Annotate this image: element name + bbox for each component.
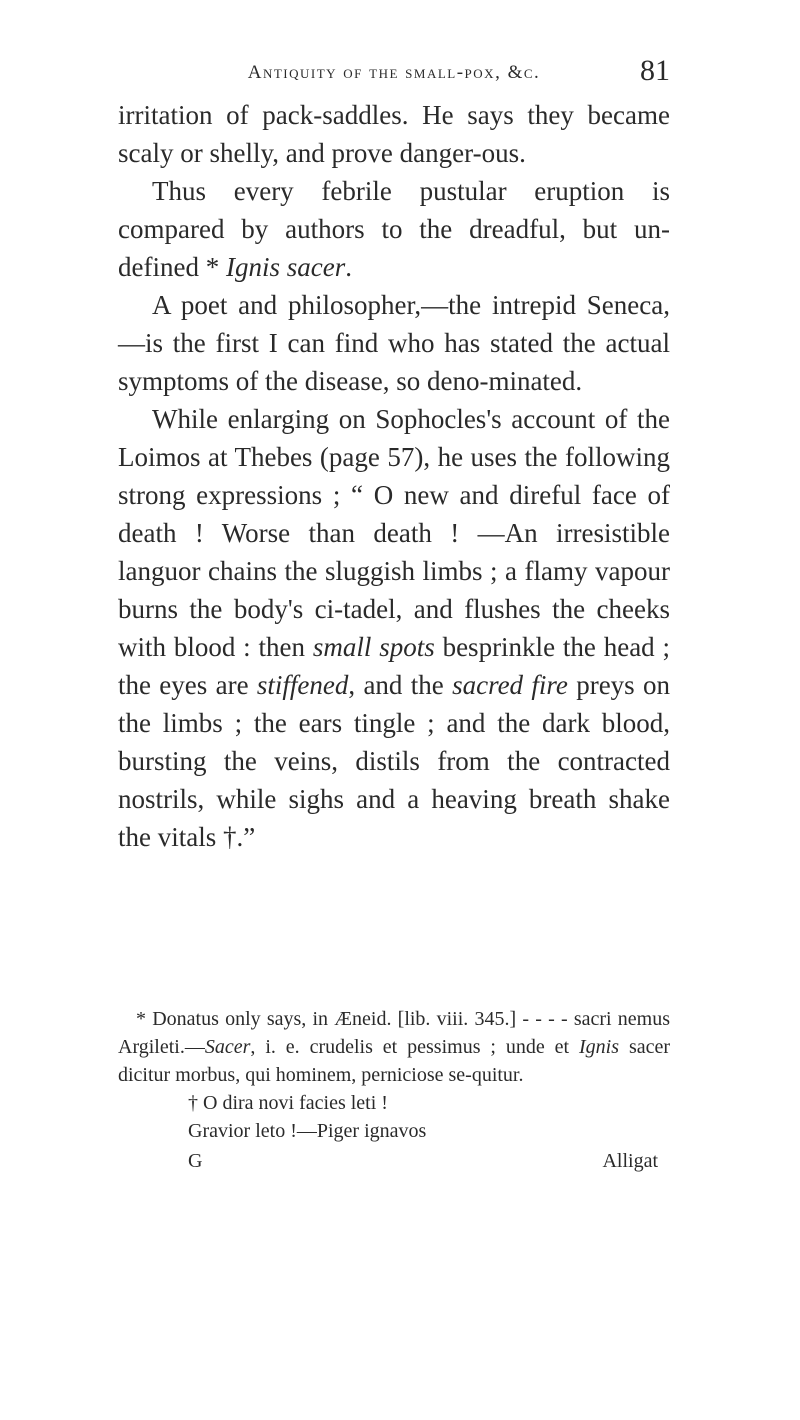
paragraph-4-part-d: preys on the limbs ; the ears tingle ; and the dark blood, bursting the veins, distils from the contracted nostrils, while sighs and a heaving breath shake the vitals — [118, 670, 671, 852]
paragraph-4-part-a: While enlarging on Sophocles's account of the Loimos at Thebes (page 57), he uses the following strong expressions ; “ O new and direful face of death ! Worse than death ! —An irresistible languor chains the sluggish limbs ; a flamy vapour burns the body's ci-tadel, and flushes the cheeks with blood : then — [118, 404, 670, 662]
main-text — [118, 96, 670, 856]
footnote-1-part-a: * Donatus only says, in Æneid. [lib. viii. 345.] - - - - sacri nemus Argileti.— — [118, 1008, 670, 1058]
verse-line-1: † O dira novi facies leti ! — [188, 1092, 388, 1114]
footnote-1-part-b: , i. e. crudelis et pessimus ; unde et — [250, 1036, 570, 1058]
footnote-1 — [118, 1005, 670, 1089]
paragraph-2-text: Thus every febrile pustular eruption is compared by authors to the dreadful, but un-defined — [118, 176, 670, 282]
running-head — [118, 54, 670, 87]
paragraph-3-text: A poet and philosopher,—the intrepid Seneca,—is the first I can find who has stated the actual symptoms of the disease, so deno-minated. — [118, 290, 670, 396]
footnote-1-part-c: sacer dicitur morbus, qui hominem, perniciose se-quitur. — [118, 1036, 671, 1086]
paragraph-3 — [118, 286, 670, 400]
paragraph-1-text: irritation of pack-saddles. He says they became scaly or shelly, and prove danger-ous. — [118, 100, 670, 168]
paragraph-2-end: . — [345, 252, 352, 282]
page-number: 81 — [640, 54, 670, 87]
running-title: Antiquity of the small-pox, &c. — [247, 62, 541, 83]
footnote-marker-dagger: † — [222, 822, 237, 852]
paragraph-4 — [118, 400, 670, 856]
sacred-fire-italic: sacred fire — [452, 670, 568, 700]
small-spots-italic: small spots — [312, 632, 435, 662]
footnote-marker-asterisk: * — [205, 252, 220, 282]
paragraph-4-part-b: besprinkle the head ; the eyes are — [118, 632, 671, 700]
paragraph-4-close: .” — [236, 822, 256, 852]
sacer-italic: Sacer — [204, 1036, 251, 1058]
footnote-2-verse — [188, 1089, 670, 1145]
paragraph-4-part-c: , and the — [348, 670, 444, 700]
stiffened-italic: stiffened — [256, 670, 349, 700]
paragraph-1 — [118, 96, 670, 172]
signature-row — [118, 1147, 670, 1175]
ignis-sacer-italic: Ignis sacer — [225, 252, 346, 282]
catchword: Alligat — [602, 1150, 658, 1172]
verse-line-2: Gravior leto !—Piger ignavos — [188, 1120, 427, 1142]
ignis-italic: Ignis — [579, 1036, 620, 1058]
signature-mark: G — [188, 1150, 203, 1172]
paragraph-2 — [118, 172, 670, 286]
footnotes — [118, 1005, 670, 1175]
